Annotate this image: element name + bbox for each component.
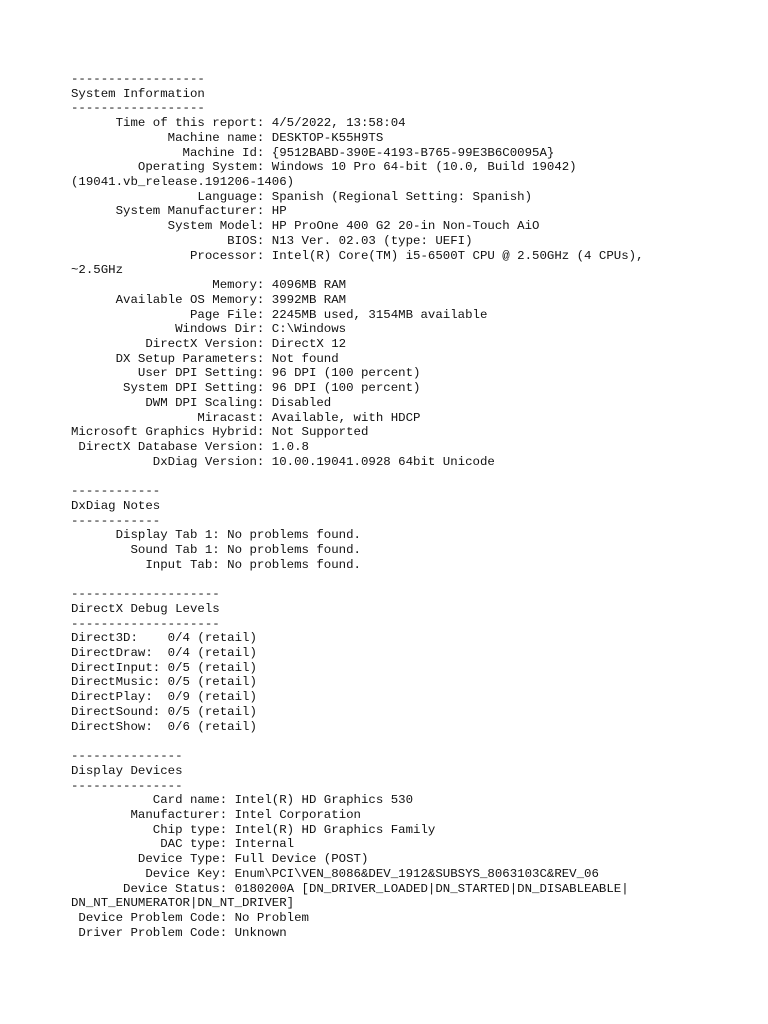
report-line: DirectShow: 0/6 (retail) bbox=[71, 719, 257, 734]
report-line: Available OS Memory: 3992MB RAM bbox=[71, 292, 347, 307]
report-line: Language: Spanish (Regional Setting: Spanish) bbox=[71, 189, 533, 204]
report-line: System Manufacturer: HP bbox=[71, 204, 287, 219]
report-line: DxDiag Version: 10.00.19041.0928 64bit Unicode bbox=[71, 454, 495, 469]
report-line: Device Type: Full Device (POST) bbox=[71, 852, 369, 867]
section-rule: -------------------- bbox=[71, 587, 220, 602]
report-line: DX Setup Parameters: Not found bbox=[71, 351, 339, 366]
report-line: System Model: HP ProOne 400 G2 20-in Non-Touch AiO bbox=[71, 219, 540, 234]
report-line: DirectMusic: 0/5 (retail) bbox=[71, 675, 257, 690]
section-rule: -------------------- bbox=[71, 616, 220, 631]
blank-line bbox=[71, 572, 751, 587]
report-line: (19041.vb_release.191206-1406) bbox=[71, 175, 295, 190]
report-line: DirectInput: 0/5 (retail) bbox=[71, 660, 257, 675]
report-line: BIOS: N13 Ver. 02.03 (type: UEFI) bbox=[71, 233, 473, 248]
report-line: Processor: Intel(R) Core(TM) i5-6500T CPU @ 2.50GHz (4 CPUs), bbox=[71, 248, 644, 263]
report-line: Direct3D: 0/4 (retail) bbox=[71, 631, 257, 646]
section-rule: --------------- bbox=[71, 778, 183, 793]
report-line: Machine Id: {9512BABD-390E-4193-B765-99E3B6C0095A} bbox=[71, 145, 555, 160]
section-heading: Display Devices bbox=[71, 763, 183, 778]
report-line: DirectPlay: 0/9 (retail) bbox=[71, 690, 257, 705]
report-line: Operating System: Windows 10 Pro 64-bit (10.0, Build 19042) bbox=[71, 160, 577, 175]
section-heading: DxDiag Notes bbox=[71, 498, 161, 513]
report-line: Page File: 2245MB used, 3154MB available bbox=[71, 307, 488, 322]
report-line: Memory: 4096MB RAM bbox=[71, 278, 347, 293]
report-line: Device Key: Enum\PCI\VEN_8086&DEV_1912&SUBSYS_8063103C&REV_06 bbox=[71, 866, 599, 881]
section-rule: --------------- bbox=[71, 749, 183, 764]
report-line: DAC type: Internal bbox=[71, 837, 295, 852]
report-line: System DPI Setting: 96 DPI (100 percent) bbox=[71, 381, 421, 396]
report-line: Chip type: Intel(R) HD Graphics Family bbox=[71, 822, 436, 837]
section-rule: ------------------ bbox=[71, 72, 205, 86]
report-line: Sound Tab 1: No problems found. bbox=[71, 543, 361, 557]
dxdiag-report bbox=[71, 72, 751, 940]
report-line: DirectSound: 0/5 (retail) bbox=[71, 704, 257, 719]
blank-line bbox=[71, 734, 751, 749]
report-line: Driver Problem Code: Unknown bbox=[71, 925, 287, 940]
report-line: Card name: Intel(R) HD Graphics 530 bbox=[71, 793, 414, 808]
report-line: Time of this report: 4/5/2022, 13:58:04 bbox=[71, 116, 406, 131]
report-line: Input Tab: No problems found. bbox=[71, 557, 361, 572]
report-line: DirectDraw: 0/4 (retail) bbox=[71, 646, 257, 661]
report-line: DWM DPI Scaling: Disabled bbox=[71, 395, 332, 410]
report-line: Manufacturer: Intel Corporation bbox=[71, 807, 361, 822]
report-line: Microsoft Graphics Hybrid: Not Supported bbox=[71, 425, 369, 440]
report-line: DirectX Database Version: 1.0.8 bbox=[71, 439, 309, 454]
section-heading: DirectX Debug Levels bbox=[71, 601, 220, 616]
report-line: Windows Dir: C:\Windows bbox=[71, 322, 347, 337]
report-line: Display Tab 1: No problems found. bbox=[71, 528, 361, 543]
section-rule: ------------------ bbox=[71, 101, 205, 116]
report-line: DN_NT_ENUMERATOR|DN_NT_DRIVER] bbox=[71, 896, 295, 911]
report-line: Device Status: 0180200A [DN_DRIVER_LOADED|DN_STARTED|DN_DISABLEABLE| bbox=[71, 881, 629, 896]
section-heading: System Information bbox=[71, 86, 205, 101]
section-rule: ------------ bbox=[71, 484, 161, 499]
report-line: ~2.5GHz bbox=[71, 263, 124, 278]
blank-line bbox=[71, 469, 751, 484]
report-line: Machine name: DESKTOP-K55H9TS bbox=[71, 130, 384, 145]
section-rule: ------------ bbox=[71, 513, 161, 528]
report-line: User DPI Setting: 96 DPI (100 percent) bbox=[71, 366, 421, 381]
report-line: DirectX Version: DirectX 12 bbox=[71, 336, 347, 351]
report-line: Miracast: Available, with HDCP bbox=[71, 410, 421, 425]
report-line: Device Problem Code: No Problem bbox=[71, 910, 309, 925]
